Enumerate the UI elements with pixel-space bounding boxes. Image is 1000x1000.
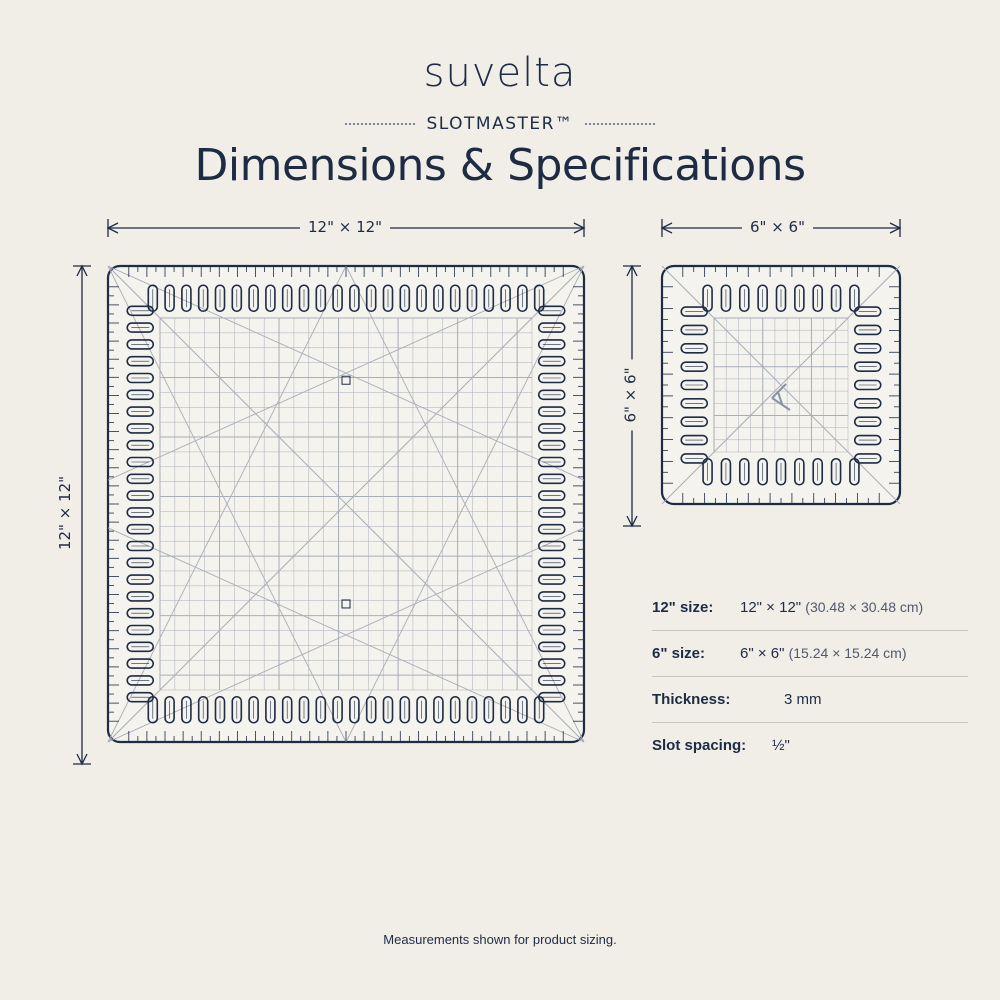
spec-label: Thickness: <box>652 691 731 708</box>
spec-value: 6" × 6" (15.24 × 15.24 cm) <box>740 645 907 662</box>
footer-note: Measurements shown for product sizing. <box>383 932 617 947</box>
spec-row-6-size <box>652 631 968 677</box>
spec-label: 6" size: <box>652 645 705 662</box>
brand-name: suvelta <box>423 50 577 96</box>
specifications-table <box>652 585 968 768</box>
small-width-label: 6" × 6" <box>742 218 813 236</box>
spec-value: 12" × 12" (30.48 × 30.48 cm) <box>740 599 924 616</box>
large-height-label: 12" × 12" <box>56 468 74 558</box>
small-height-label: 6" × 6" <box>622 360 640 431</box>
small-ruler <box>662 266 900 504</box>
spec-row-thickness <box>652 677 968 723</box>
spec-value: 3 mm <box>784 691 822 708</box>
page-title: Dimensions & Specifications <box>194 140 806 191</box>
spec-value: ½" <box>772 737 790 754</box>
product-name: SLOTMASTER™ <box>426 114 574 134</box>
large-width-label: 12" × 12" <box>300 218 390 236</box>
large-ruler <box>108 266 584 742</box>
spec-row-slot-spacing <box>652 723 968 768</box>
spec-label: 12" size: <box>652 599 714 616</box>
spec-label: Slot spacing: <box>652 737 747 754</box>
spec-row-12-size <box>652 585 968 631</box>
